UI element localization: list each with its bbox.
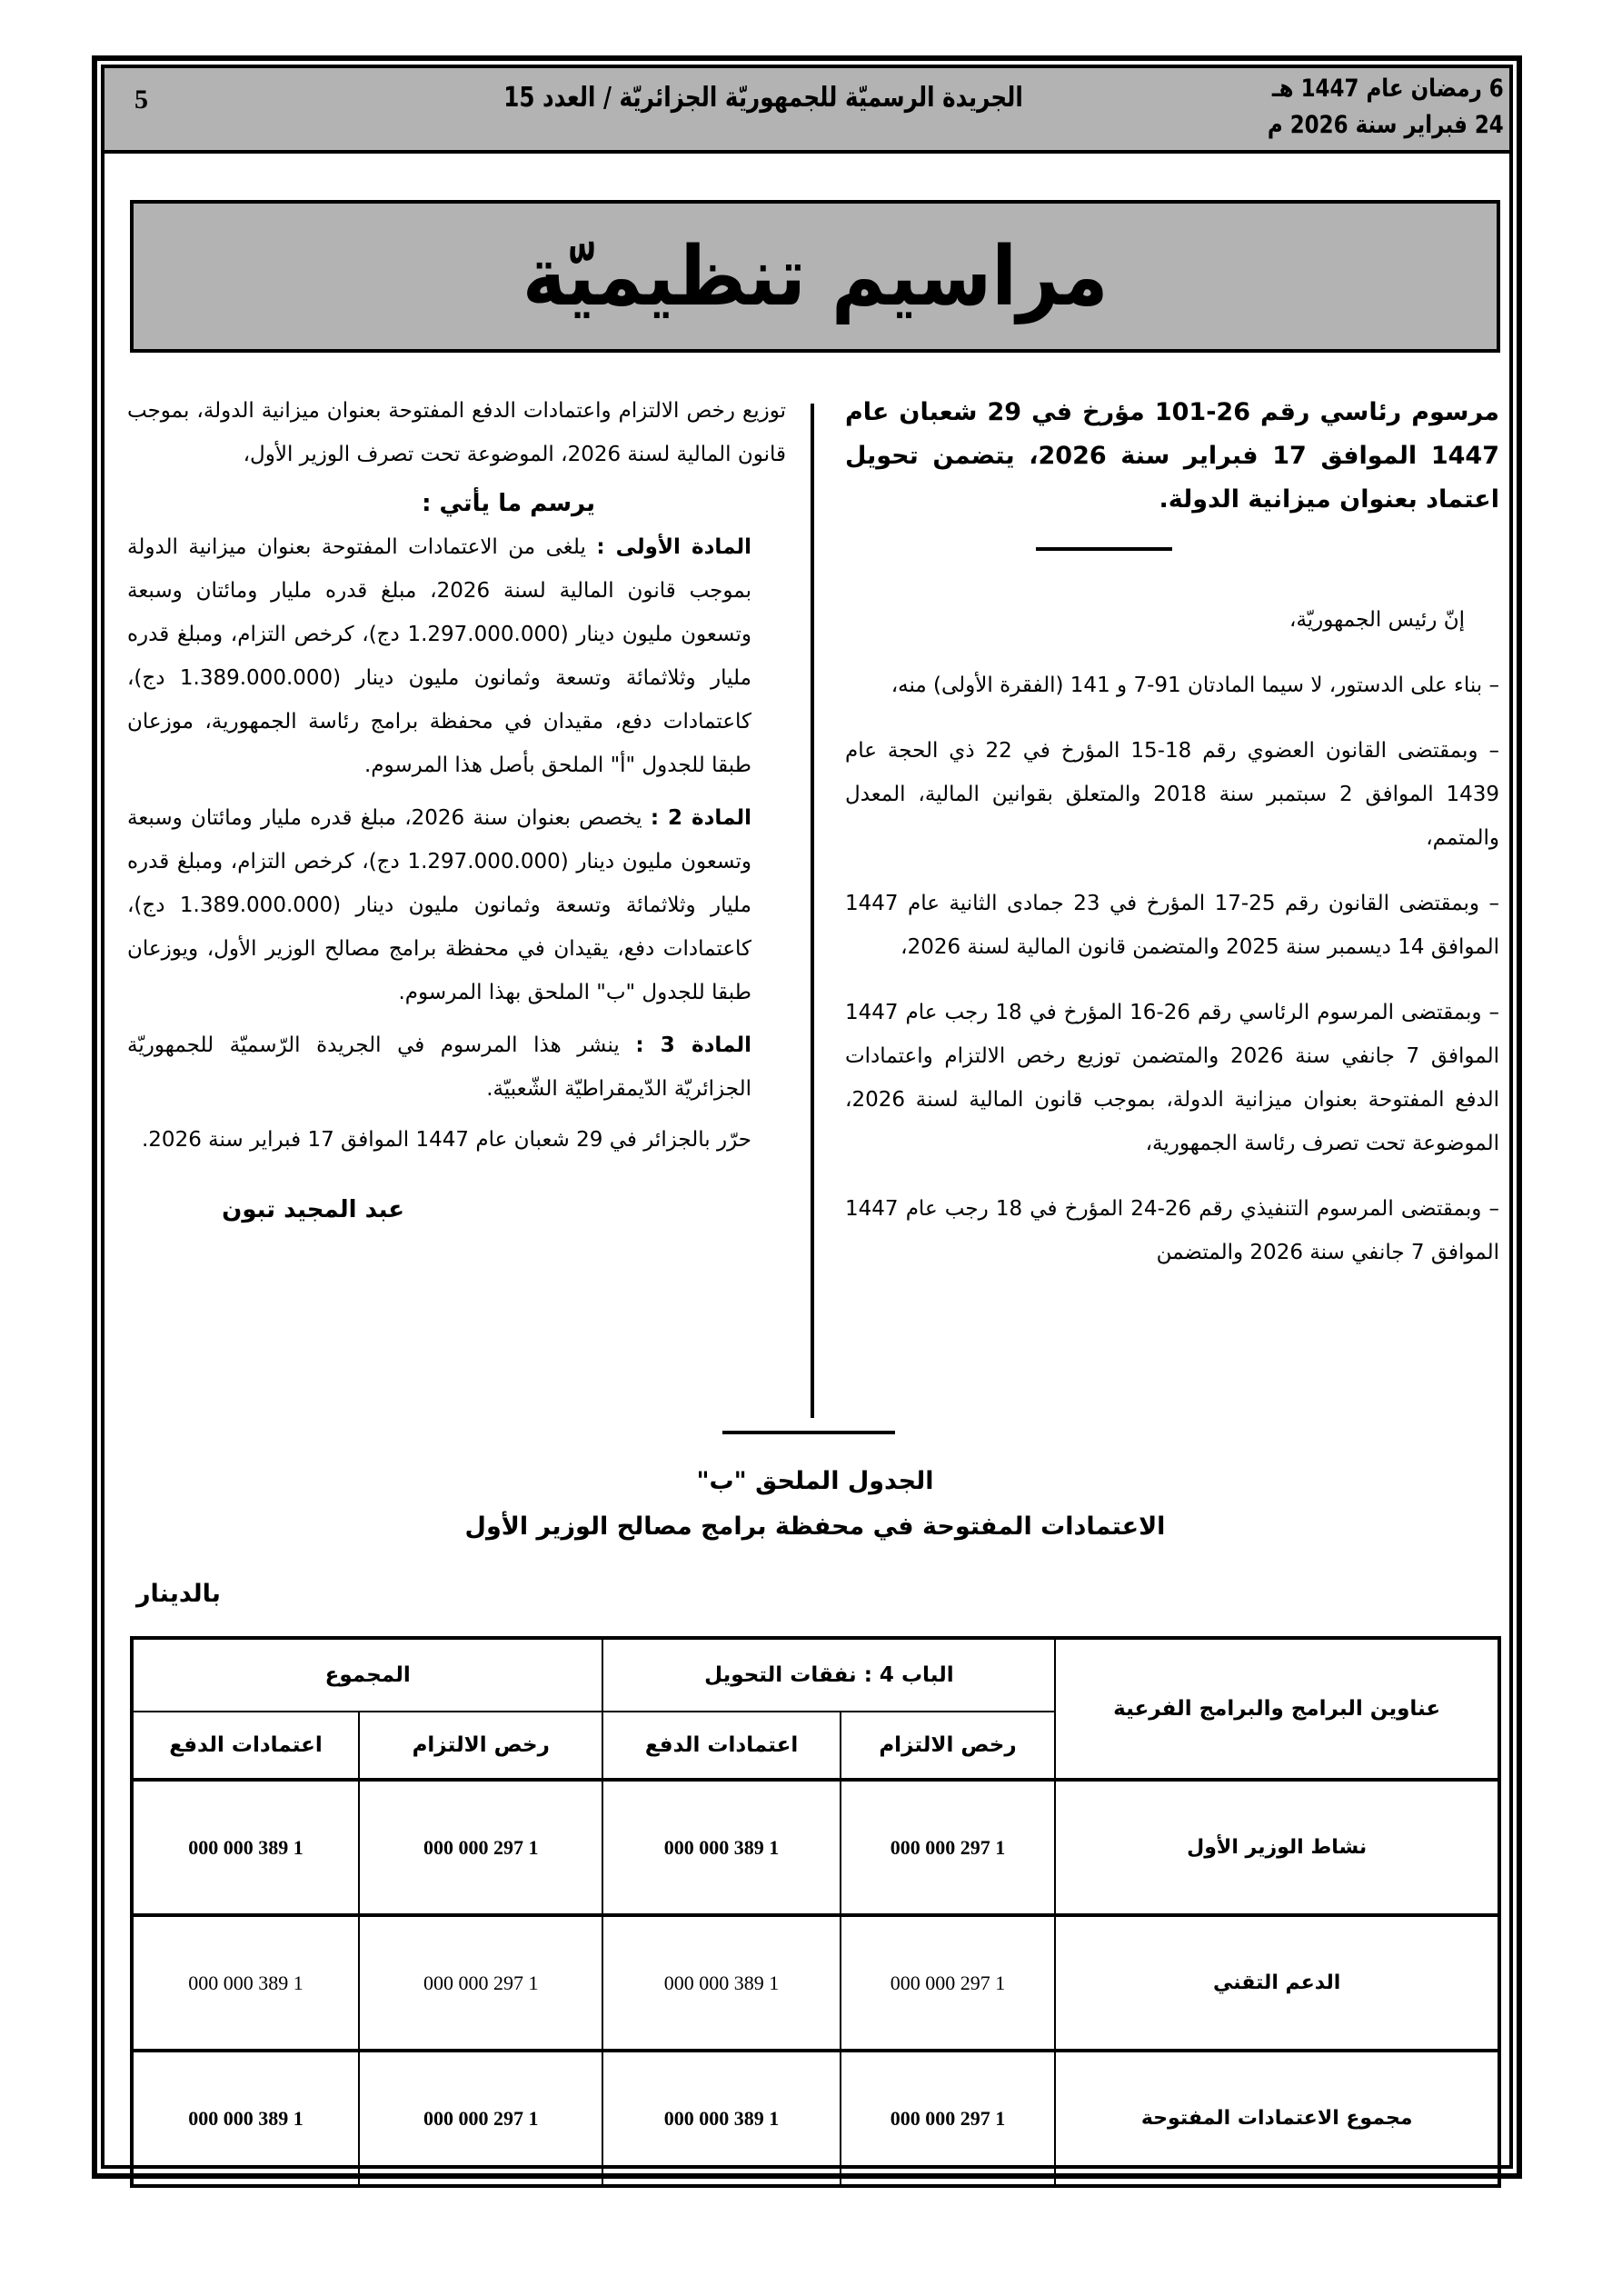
left-column <box>127 389 786 1223</box>
annex-heading <box>130 1459 1500 1550</box>
cell-value: 1 297 000 000 <box>359 2051 602 2186</box>
section-title: مراسيم تنظيميّة <box>522 228 1109 324</box>
program-label: نشاط الوزير الأول <box>1055 1780 1499 1915</box>
article-text: يلغى من الاعتمادات المفتوحة بعنوان ميزانية الدولة بموجب قانون المالية لسنة 2026، مبلغ قدره مليار ومائتان وسبعة وتسعون مليون دينار (1.297.000.000 دج)، كرخص التزام، ومبلغ قدره مليار وثلاثمائة وتسعة وثمانون مليون دينار (1.389.000.000 دج)، كاعتمادات دفع، مقيدان في محفظة برامج رئاسة الجمهورية، موزعان طبقا للجدول "أ" الملحق بأصل هذا المرسوم. <box>127 535 751 777</box>
gregorian-date: 24 فبراير سنة 2026 م <box>1268 111 1504 139</box>
col-header-payment: اعتمادات الدفع <box>132 1712 359 1780</box>
publication-title: الجريدة الرسميّة للجمهوريّة الجزائريّة / العدد 15 <box>503 82 1023 114</box>
program-label: الدعم التقني <box>1055 1915 1499 2051</box>
recital: – وبمقتضى القانون العضوي رقم 18-15 المؤرخ في 22 ذي الحجة عام 1439 الموافق 2 سبتمبر سنة 2018 والمتعلق بقوانين المالية، المعدل والمتمم، <box>845 739 1499 850</box>
right-column <box>845 391 1499 1274</box>
hijri-date: 6 رمضان عام 1447 هـ <box>1272 75 1504 103</box>
col-header-payment: اعتمادات الدفع <box>602 1712 840 1780</box>
annex-rule <box>722 1431 895 1434</box>
article-label: المادة 3 : <box>635 1033 751 1057</box>
annex-title: الجدول الملحق "ب" <box>696 1467 934 1495</box>
article-2 <box>127 796 786 1014</box>
recital: – وبمقتضى المرسوم التنفيذي رقم 26-24 المؤرخ في 18 رجب عام 1447 الموافق 7 جانفي سنة 2026 والمتضمن <box>845 1197 1499 1264</box>
cell-value: 1 297 000 000 <box>359 1915 602 2051</box>
cell-value: 1 389 000 000 <box>602 2051 840 2186</box>
decrees-verb: يرسم ما يأتي : <box>422 490 595 517</box>
col-header-chapter: الباب 4 : نفقات التحويل <box>602 1638 1055 1712</box>
currency-unit: بالدينار <box>136 1580 221 1608</box>
table-row <box>132 1915 1499 2051</box>
cell-value: 1 297 000 000 <box>841 2051 1056 2186</box>
cell-value: 1 389 000 000 <box>602 1915 840 2051</box>
article-label: المادة الأولى : <box>596 535 752 559</box>
title-rule <box>1036 547 1172 551</box>
program-label: مجموع الاعتمادات المفتوحة <box>1055 2051 1499 2186</box>
col-header-programs: عناوين البرامج والبرامج الفرعية <box>1055 1638 1499 1780</box>
done-at: حرّر بالجزائر في 29 شعبان عام 1447 الموافق 17 فبراير سنة 2026. <box>141 1128 751 1152</box>
recital: – بناء على الدستور، لا سيما المادتان 91-7 و 141 (الفقرة الأولى) منه، <box>891 674 1499 697</box>
cell-value: 1 297 000 000 <box>359 1780 602 1915</box>
issue-date <box>1268 71 1504 144</box>
recital: – وبمقتضى المرسوم الرئاسي رقم 26-16 المؤرخ في 18 رجب عام 1447 الموافق 7 جانفي سنة 2026 والمتضمن توزيع رخص الالتزام واعتمادات الدفع المفتوحة بعنوان ميزانية الدولة، بموجب قانون المالية لسنة 2026، الموضوعة تحت تصرف رئاسة الجمهورية، <box>845 1001 1499 1155</box>
col-header-total: المجموع <box>132 1638 602 1712</box>
page-number: 5 <box>134 85 148 115</box>
annex-subtitle: الاعتمادات المفتوحة في محفظة برامج مصالح الوزير الأول <box>464 1512 1166 1541</box>
cell-value: 1 389 000 000 <box>132 1780 359 1915</box>
preamble-intro: إنّ رئيس الجمهوريّة، <box>1289 608 1465 632</box>
article-1 <box>127 525 786 787</box>
annex-table <box>130 1636 1501 2188</box>
article-text: يخصص بعنوان سنة 2026، مبلغ قدره مليار ومائتان وسبعة وتسعون مليون دينار (1.297.000.000 دج)، كرخص التزام، ومبلغ قدره مليار وثلاثمائة وتسعة وثمانون مليون دينار (1.389.000.000 دج)، كاعتمادات دفع، يقيدان في محفظة برامج مصالح الوزير الأول، ويوزعان طبقا للجدول "ب" الملحق بهذا المرسوم. <box>127 806 751 1004</box>
col-header-commitment: رخص الالتزام <box>841 1712 1056 1780</box>
section-banner <box>130 200 1500 353</box>
col-header-commitment: رخص الالتزام <box>359 1712 602 1780</box>
cell-value: 1 389 000 000 <box>132 2051 359 2186</box>
header-row <box>132 1638 1499 1712</box>
table-row <box>132 1780 1499 1915</box>
signature: عبد المجيد تبون <box>222 1196 404 1223</box>
decree-title: مرسوم رئاسي رقم 26-101 مؤرخ في 29 شعبان عام 1447 الموافق 17 فبراير سنة 2026، يتضمن تحويل اعتماد بعنوان ميزانية الدولة. <box>845 398 1500 514</box>
column-divider <box>811 404 814 1418</box>
recital-continuation: توزيع رخص الالتزام واعتمادات الدفع المفتوحة بعنوان ميزانية الدولة، بموجب قانون المالية لسنة 2026، الموضوعة تحت تصرف الوزير الأول، <box>127 399 786 466</box>
cell-value: 1 389 000 000 <box>132 1915 359 2051</box>
cell-value: 1 297 000 000 <box>841 1915 1056 2051</box>
article-label: المادة 2 : <box>650 806 752 830</box>
cell-value: 1 389 000 000 <box>602 1780 840 1915</box>
recital: – وبمقتضى القانون رقم 25-17 المؤرخ في 23 جمادى الثانية عام 1447 الموافق 14 ديسمبر سنة 2025 والمتضمن قانون المالية لسنة 2026، <box>845 892 1499 959</box>
table-row-total <box>132 2051 1499 2186</box>
cell-value: 1 297 000 000 <box>841 1780 1056 1915</box>
article-3 <box>127 1023 786 1111</box>
article-text: ينشر هذا المرسوم في الجريدة الرّسميّة للجمهوريّة الجزائريّة الدّيمقراطيّة الشّعبيّة. <box>127 1033 751 1101</box>
